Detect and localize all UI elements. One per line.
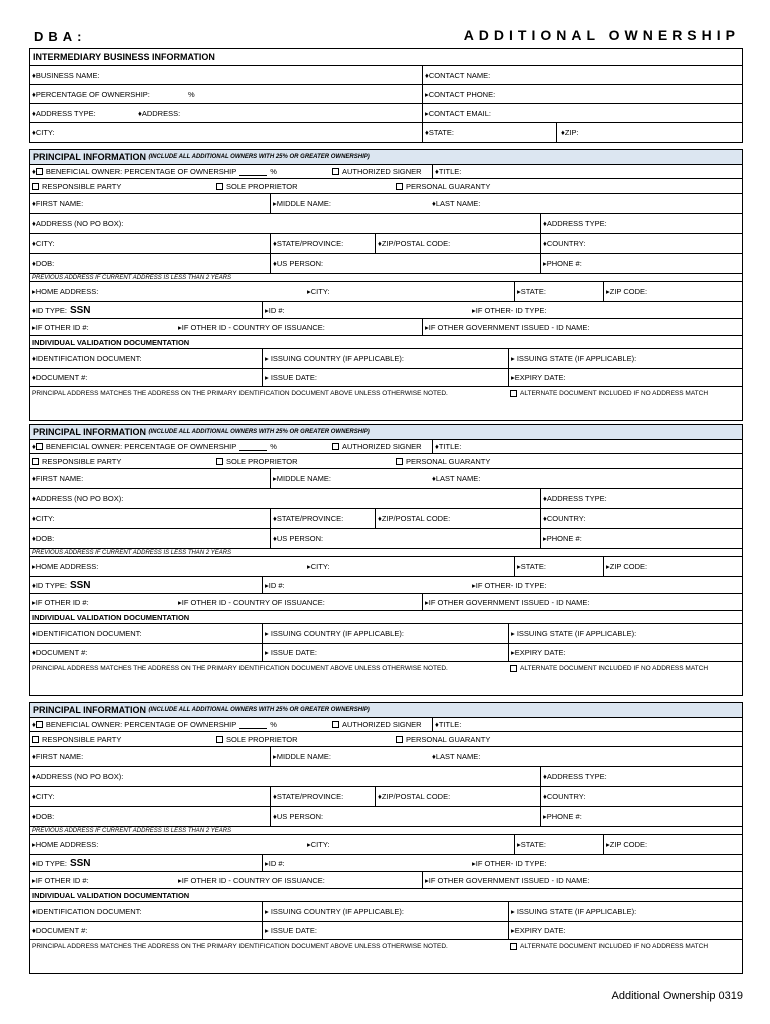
if-other-gov-field[interactable]: ▸IF OTHER GOVERNMENT ISSUED - ID NAME: [422, 594, 742, 610]
phone-field[interactable]: ▸PHONE #: [540, 807, 742, 826]
address-type-field[interactable]: ♦ADDRESS TYPE: [540, 489, 742, 508]
personal-guaranty-checkbox[interactable] [396, 458, 403, 465]
issuing-country-field[interactable]: ▸ ISSUING COUNTRY (IF APPLICABLE): [262, 902, 404, 921]
validation-title: INDIVIDUAL VALIDATION DOCUMENTATION [32, 337, 190, 347]
previous-address-note: PREVIOUS ADDRESS IF CURRENT ADDRESS IS LESS THAN 2 YEARS [30, 549, 742, 557]
dba-label: DBA: [34, 29, 87, 44]
zip-field[interactable]: ♦ZIP: [556, 123, 742, 142]
if-other-id-type-field[interactable]: ▸IF OTHER- ID TYPE: [472, 858, 547, 868]
us-person-field[interactable]: ♦US PERSON: [270, 807, 323, 826]
zip-postal-field[interactable]: ♦ZIP/POSTAL CODE: [375, 787, 450, 806]
phone-field[interactable]: ▸PHONE #: [540, 529, 742, 548]
prev-city-field[interactable]: ▸CITY: [307, 287, 330, 296]
ssn-value: SSN [69, 857, 91, 869]
address-match-note: PRINCIPAL ADDRESS MATCHES THE ADDRESS ON THE PRIMARY IDENTIFICATION DOCUMENT ABOVE UNLESS OTHERWISE NOTED. [32, 943, 448, 950]
address-match-note: PRINCIPAL ADDRESS MATCHES THE ADDRESS ON THE PRIMARY IDENTIFICATION DOCUMENT ABOVE UNLESS OTHERWISE NOTED. [32, 390, 448, 397]
contact-phone-field[interactable]: ▸CONTACT PHONE: [422, 85, 742, 103]
dob-field[interactable]: ♦DOB: [32, 259, 55, 268]
principal-title-note: (INCLUDE ALL ADDITIONAL OWNERS WITH 25% OR GREATER OWNERSHIP) [148, 154, 370, 160]
prev-state-field[interactable]: ▸STATE: [514, 557, 546, 576]
if-other-gov-field[interactable]: ▸IF OTHER GOVERNMENT ISSUED - ID NAME: [422, 872, 742, 888]
middle-name-field[interactable]: ▸MIDDLE NAME: [270, 747, 331, 766]
contact-email-field[interactable]: ▸CONTACT EMAIL: [422, 104, 742, 122]
if-other-id-field[interactable]: ▸IF OTHER ID #: [32, 322, 89, 332]
address-type-field[interactable]: ♦ADDRESS TYPE: [32, 108, 96, 118]
us-person-field[interactable]: ♦US PERSON: [270, 529, 323, 548]
prev-state-field[interactable]: ▸STATE: [514, 282, 546, 301]
responsible-party-label: RESPONSIBLE PARTY [42, 734, 122, 744]
issue-date-field[interactable]: ▸ ISSUE DATE: [262, 369, 317, 386]
responsible-party-label: RESPONSIBLE PARTY [42, 456, 122, 466]
expiry-date-field[interactable]: ▸EXPIRY DATE: [508, 922, 742, 939]
dob-field[interactable]: ♦DOB: [32, 812, 55, 821]
id-number-field[interactable]: ▸ID #: [262, 855, 285, 871]
beneficial-owner-checkbox[interactable] [36, 443, 43, 450]
authorized-signer-label: AUTHORIZED SIGNER [342, 167, 422, 176]
previous-address-note: PREVIOUS ADDRESS IF CURRENT ADDRESS IS LESS THAN 2 YEARS [30, 274, 742, 282]
previous-address-note: PREVIOUS ADDRESS IF CURRENT ADDRESS IS LESS THAN 2 YEARS [30, 827, 742, 835]
id-type-label: ♦ID TYPE: [32, 305, 67, 315]
title-field[interactable]: ♦TITLE: [432, 440, 742, 453]
city-field[interactable]: ♦CITY: [32, 128, 55, 137]
us-person-field[interactable]: ♦US PERSON: [270, 254, 323, 273]
address-match-note: PRINCIPAL ADDRESS MATCHES THE ADDRESS ON THE PRIMARY IDENTIFICATION DOCUMENT ABOVE UNLESS OTHERWISE NOTED. [32, 665, 448, 672]
personal-guaranty-label: PERSONAL GUARANTY [406, 734, 491, 744]
percent-sign: % [270, 720, 277, 729]
state-field[interactable]: ♦STATE: [422, 123, 562, 142]
authorized-signer-checkbox[interactable] [332, 168, 339, 175]
country-field[interactable]: ♦COUNTRY: [540, 234, 742, 253]
alternate-doc-label: ALTERNATE DOCUMENT INCLUDED IF NO ADDRESS MATCH [520, 665, 709, 672]
ssn-value: SSN [69, 304, 91, 316]
identification-doc-field[interactable]: ♦IDENTIFICATION DOCUMENT: [32, 907, 142, 916]
id-type-field[interactable] [30, 855, 91, 871]
id-number-field[interactable]: ▸ID #: [262, 577, 285, 593]
id-type-label: ♦ID TYPE: [32, 580, 67, 590]
authorized-signer-checkbox[interactable] [332, 443, 339, 450]
title-field[interactable]: ♦TITLE: [432, 165, 742, 178]
state-province-field[interactable]: ♦STATE/PROVINCE: [270, 787, 343, 806]
if-other-id-type-field[interactable]: ▸IF OTHER- ID TYPE: [472, 305, 547, 315]
principal-title [30, 425, 742, 440]
percent-sign: % [270, 442, 277, 451]
last-name-field[interactable]: ♦LAST NAME: [432, 752, 481, 761]
if-other-id-field[interactable]: ▸IF OTHER ID #: [32, 875, 89, 885]
sole-proprietor-checkbox[interactable] [216, 458, 223, 465]
city-field[interactable]: ♦CITY: [32, 239, 55, 248]
city-field[interactable]: ♦CITY: [32, 514, 55, 523]
zip-postal-field[interactable]: ♦ZIP/POSTAL CODE: [375, 509, 450, 528]
beneficial-owner-checkbox[interactable] [36, 721, 43, 728]
first-name-field[interactable]: ♦FIRST NAME: [32, 474, 84, 483]
id-number-field[interactable]: ▸ID #: [262, 302, 285, 318]
home-address-field[interactable]: ▸HOME ADDRESS: [32, 840, 99, 849]
if-other-gov-field[interactable]: ▸IF OTHER GOVERNMENT ISSUED - ID NAME: [422, 319, 742, 335]
city-field[interactable]: ♦CITY: [32, 792, 55, 801]
personal-guaranty-checkbox[interactable] [396, 736, 403, 743]
responsible-party-checkbox[interactable] [32, 736, 39, 743]
authorized-signer-label: AUTHORIZED SIGNER [342, 720, 422, 729]
contact-name-field[interactable]: ♦CONTACT NAME: [422, 66, 742, 84]
responsible-party-checkbox[interactable] [32, 458, 39, 465]
address-field[interactable]: ♦ADDRESS: [138, 108, 181, 118]
principal-title [30, 150, 742, 165]
alternate-doc-checkbox[interactable] [510, 665, 517, 672]
page-title: ADDITIONAL OWNERSHIP [463, 27, 740, 43]
percentage-field[interactable]: ♦PERCENTAGE OF OWNERSHIP: [32, 89, 150, 99]
validation-title: INDIVIDUAL VALIDATION DOCUMENTATION [32, 890, 190, 900]
percent-sign: % [188, 89, 195, 99]
beneficial-owner-label: BENEFICIAL OWNER: PERCENTAGE OF OWNERSHIP [45, 167, 237, 176]
middle-name-field[interactable]: ▸MIDDLE NAME: [270, 469, 331, 488]
if-other-id-field[interactable]: ▸IF OTHER ID #: [32, 597, 89, 607]
principal-title-note: (INCLUDE ALL ADDITIONAL OWNERS WITH 25% OR GREATER OWNERSHIP) [148, 429, 370, 435]
alternate-doc-checkbox[interactable] [510, 943, 517, 950]
principal-block-2: PRINCIPAL INFORMATION (INCLUDE ALL ADDITIONAL OWNERS WITH 25% OR GREATER OWNERSHIP) ♦ BENEFICIAL OWNER: PERCENTAGE OF OWNERSHIP % AUTHORIZED SIGNER ♦TITLE: RESPONSIBLE PARTY SOLE PROPRIETOR PERSONAL GUARANTY ♦FIRST NAME: ▸MIDDLE NAME: ♦LAST NAME: ♦ADDRESS (NO PO BOX): ♦ADDRESS TYPE: ♦CITY: ♦STATE/PROVINCE: ♦ZIP/POSTAL CODE: ♦COUNTRY: ♦DOB: ♦US PERSON: ▸PHONE #: PREVIOUS ADDRESS IF CURRENT ADDRESS IS LESS THAN 2 YEARS ▸HOME ADDRESS: ▸CITY: ▸STATE: ▸ZIP CODE: ♦ID TYPE: SSN ▸ID #: ▸IF OTHER- ID TYPE: ▸IF OTHER ID #: ▸IF OTHER ID - COUNTRY OF ISSUANCE: ▸IF OTHER GOVERNMENT ISSUED - ID NAME: INDIVIDUAL VALIDATION DOCUMENTATION ♦IDENTIFICATION DOCUMENT: ▸ ISSUING COUNTRY (IF APPLICABLE): ▸ ISSUING STATE (IF APPLICABLE): ♦DOCUMENT #: ▸ ISSUE DATE: ▸EXPIRY DATE: PRINCIPAL ADDRESS MATCHES THE ADDRESS ON THE PRIMARY IDENTIFICATION DOCUMENT ABOVE UNLESS OTHERWISE NOTED. ALTERNATE DOCUMENT INCLUDED IF NO ADDRESS MATCH [29, 424, 743, 696]
last-name-field[interactable]: ♦LAST NAME: [432, 474, 481, 483]
state-province-field[interactable]: ♦STATE/PROVINCE: [270, 509, 343, 528]
address-field[interactable]: ♦ADDRESS (NO PO BOX): [32, 772, 124, 781]
principal-title-text: PRINCIPAL INFORMATION [33, 152, 146, 162]
issuing-country-field[interactable]: ▸ ISSUING COUNTRY (IF APPLICABLE): [262, 349, 404, 368]
business-name-field[interactable]: ♦BUSINESS NAME: [32, 70, 100, 80]
prev-city-field[interactable]: ▸CITY: [307, 562, 330, 571]
principal-title-text: PRINCIPAL INFORMATION [33, 705, 146, 715]
first-name-field[interactable]: ♦FIRST NAME: [32, 752, 84, 761]
responsible-party-checkbox[interactable] [32, 183, 39, 190]
personal-guaranty-label: PERSONAL GUARANTY [406, 456, 491, 466]
id-type-field[interactable] [30, 577, 91, 593]
address-type-field[interactable]: ♦ADDRESS TYPE: [540, 767, 742, 786]
issuing-state-field[interactable]: ▸ ISSUING STATE (IF APPLICABLE): [508, 902, 742, 921]
country-field[interactable]: ♦COUNTRY: [540, 509, 742, 528]
issue-date-field[interactable]: ▸ ISSUE DATE: [262, 922, 317, 939]
if-other-country-field[interactable]: ▸IF OTHER ID - COUNTRY OF ISSUANCE: [178, 322, 325, 332]
beneficial-owner-label: BENEFICIAL OWNER: PERCENTAGE OF OWNERSHIP [45, 720, 237, 729]
prev-state-field[interactable]: ▸STATE: [514, 835, 546, 854]
principal-title-note: (INCLUDE ALL ADDITIONAL OWNERS WITH 25% OR GREATER OWNERSHIP) [148, 707, 370, 713]
issuing-country-field[interactable]: ▸ ISSUING COUNTRY (IF APPLICABLE): [262, 624, 404, 643]
identification-doc-field[interactable]: ♦IDENTIFICATION DOCUMENT: [32, 629, 142, 638]
beneficial-owner-label: BENEFICIAL OWNER: PERCENTAGE OF OWNERSHIP [45, 442, 237, 451]
prev-zip-field[interactable]: ▸ZIP CODE: [603, 557, 742, 576]
principal-block-1: PRINCIPAL INFORMATION (INCLUDE ALL ADDITIONAL OWNERS WITH 25% OR GREATER OWNERSHIP) ♦ BENEFICIAL OWNER: PERCENTAGE OF OWNERSHIP % AUTHORIZED SIGNER ♦TITLE: RESPONSIBLE PARTY SOLE PROPRIETOR PERSONAL GUARANTY ♦FIRST NAME: ▸MIDDLE NAME: ♦LAST NAME: ♦ADDRESS (NO PO BOX): ♦ADDRESS TYPE: ♦CITY: ♦STATE/PROVINCE: ♦ZIP/POSTAL CODE: ♦COUNTRY: ♦DOB: ♦US PERSON: ▸PHONE #: PREVIOUS ADDRESS IF CURRENT ADDRESS IS LESS THAN 2 YEARS ▸HOME ADDRESS: ▸CITY: ▸STATE: ▸ZIP CODE: ♦ID TYPE: SSN ▸ID #: ▸IF OTHER- ID TYPE: ▸IF OTHER ID #: ▸IF OTHER ID - COUNTRY OF ISSUANCE: ▸IF OTHER GOVERNMENT ISSUED - ID NAME: INDIVIDUAL VALIDATION DOCUMENTATION ♦IDENTIFICATION DOCUMENT: ▸ ISSUING COUNTRY (IF APPLICABLE): ▸ ISSUING STATE (IF APPLICABLE): ♦DOCUMENT #: ▸ ISSUE DATE: ▸EXPIRY DATE: PRINCIPAL ADDRESS MATCHES THE ADDRESS ON THE PRIMARY IDENTIFICATION DOCUMENT ABOVE UNLESS OTHERWISE NOTED. ALTERNATE DOCUMENT INCLUDED IF NO ADDRESS MATCH [29, 149, 743, 421]
alternate-doc-label: ALTERNATE DOCUMENT INCLUDED IF NO ADDRESS MATCH [520, 390, 709, 397]
middle-name-field[interactable]: ▸MIDDLE NAME: [270, 194, 331, 213]
id-type-field[interactable] [30, 302, 91, 318]
intermediary-section [29, 48, 743, 143]
title-field[interactable]: ♦TITLE: [432, 718, 742, 731]
document-number-field[interactable]: ♦DOCUMENT #: [32, 926, 88, 935]
footer-form-id: Additional Ownership 0319 [611, 990, 743, 1002]
sole-proprietor-checkbox[interactable] [216, 183, 223, 190]
prev-zip-field[interactable]: ▸ZIP CODE: [603, 835, 742, 854]
sole-proprietor-checkbox[interactable] [216, 736, 223, 743]
issue-date-field[interactable]: ▸ ISSUE DATE: [262, 644, 317, 661]
address-field[interactable]: ♦ADDRESS (NO PO BOX): [32, 494, 124, 503]
principal-title [30, 703, 742, 718]
percent-sign: % [270, 167, 277, 176]
document-number-field[interactable]: ♦DOCUMENT #: [32, 648, 88, 657]
if-other-id-type-field[interactable]: ▸IF OTHER- ID TYPE: [472, 580, 547, 590]
personal-guaranty-checkbox[interactable] [396, 183, 403, 190]
home-address-field[interactable]: ▸HOME ADDRESS: [32, 562, 99, 571]
authorized-signer-checkbox[interactable] [332, 721, 339, 728]
sole-proprietor-label: SOLE PROPRIETOR [226, 181, 298, 191]
dob-field[interactable]: ♦DOB: [32, 534, 55, 543]
state-province-field[interactable]: ♦STATE/PROVINCE: [270, 234, 343, 253]
country-field[interactable]: ♦COUNTRY: [540, 787, 742, 806]
principal-title-text: PRINCIPAL INFORMATION [33, 427, 146, 437]
ssn-value: SSN [69, 579, 91, 591]
issuing-state-field[interactable]: ▸ ISSUING STATE (IF APPLICABLE): [508, 349, 742, 368]
expiry-date-field[interactable]: ▸EXPIRY DATE: [508, 644, 742, 661]
id-type-label: ♦ID TYPE: [32, 858, 67, 868]
responsible-party-label: RESPONSIBLE PARTY [42, 181, 122, 191]
sole-proprietor-label: SOLE PROPRIETOR [226, 456, 298, 466]
authorized-signer-label: AUTHORIZED SIGNER [342, 442, 422, 451]
personal-guaranty-label: PERSONAL GUARANTY [406, 181, 491, 191]
principal-block-3: PRINCIPAL INFORMATION (INCLUDE ALL ADDITIONAL OWNERS WITH 25% OR GREATER OWNERSHIP) ♦ BENEFICIAL OWNER: PERCENTAGE OF OWNERSHIP % AUTHORIZED SIGNER ♦TITLE: RESPONSIBLE PARTY SOLE PROPRIETOR PERSONAL GUARANTY ♦FIRST NAME: ▸MIDDLE NAME: ♦LAST NAME: ♦ADDRESS (NO PO BOX): ♦ADDRESS TYPE: ♦CITY: ♦STATE/PROVINCE: ♦ZIP/POSTAL CODE: ♦COUNTRY: ♦DOB: ♦US PERSON: ▸PHONE #: PREVIOUS ADDRESS IF CURRENT ADDRESS IS LESS THAN 2 YEARS ▸HOME ADDRESS: ▸CITY: ▸STATE: ▸ZIP CODE: ♦ID TYPE: SSN ▸ID #: ▸IF OTHER- ID TYPE: ▸IF OTHER ID #: ▸IF OTHER ID - COUNTRY OF ISSUANCE: ▸IF OTHER GOVERNMENT ISSUED - ID NAME: INDIVIDUAL VALIDATION DOCUMENTATION ♦IDENTIFICATION DOCUMENT: ▸ ISSUING COUNTRY (IF APPLICABLE): ▸ ISSUING STATE (IF APPLICABLE): ♦DOCUMENT #: ▸ ISSUE DATE: ▸EXPIRY DATE: PRINCIPAL ADDRESS MATCHES THE ADDRESS ON THE PRIMARY IDENTIFICATION DOCUMENT ABOVE UNLESS OTHERWISE NOTED. ALTERNATE DOCUMENT INCLUDED IF NO ADDRESS MATCH [29, 702, 743, 974]
expiry-date-field[interactable]: ▸EXPIRY DATE: [508, 369, 742, 386]
beneficial-owner-checkbox[interactable] [36, 168, 43, 175]
phone-field[interactable]: ▸PHONE #: [540, 254, 742, 273]
document-number-field[interactable]: ♦DOCUMENT #: [32, 373, 88, 382]
home-address-field[interactable]: ▸HOME ADDRESS: [32, 287, 99, 296]
page-header [0, 27, 770, 47]
issuing-state-field[interactable]: ▸ ISSUING STATE (IF APPLICABLE): [508, 624, 742, 643]
if-other-country-field[interactable]: ▸IF OTHER ID - COUNTRY OF ISSUANCE: [178, 875, 325, 885]
prev-zip-field[interactable]: ▸ZIP CODE: [603, 282, 742, 301]
identification-doc-field[interactable]: ♦IDENTIFICATION DOCUMENT: [32, 354, 142, 363]
prev-city-field[interactable]: ▸CITY: [307, 840, 330, 849]
address-field[interactable]: ♦ADDRESS (NO PO BOX): [32, 219, 124, 228]
address-type-field[interactable]: ♦ADDRESS TYPE: [540, 214, 742, 233]
sole-proprietor-label: SOLE PROPRIETOR [226, 734, 298, 744]
validation-title: INDIVIDUAL VALIDATION DOCUMENTATION [32, 612, 190, 622]
if-other-country-field[interactable]: ▸IF OTHER ID - COUNTRY OF ISSUANCE: [178, 597, 325, 607]
last-name-field[interactable]: ♦LAST NAME: [432, 199, 481, 208]
intermediary-title: INTERMEDIARY BUSINESS INFORMATION [30, 49, 742, 66]
alternate-doc-label: ALTERNATE DOCUMENT INCLUDED IF NO ADDRESS MATCH [520, 943, 709, 950]
first-name-field[interactable]: ♦FIRST NAME: [32, 199, 84, 208]
alternate-doc-checkbox[interactable] [510, 390, 517, 397]
zip-postal-field[interactable]: ♦ZIP/POSTAL CODE: [375, 234, 450, 253]
